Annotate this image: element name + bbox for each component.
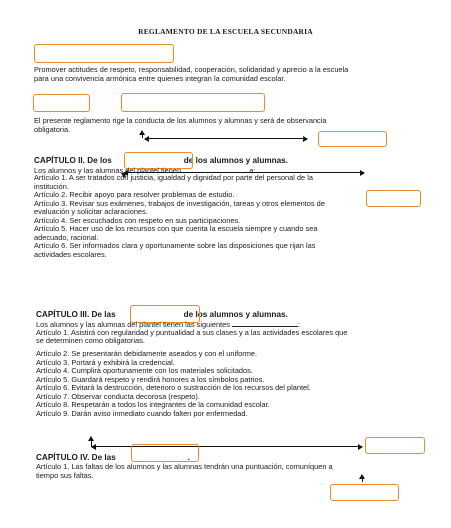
chapter4-article: tiempo sus faltas. (36, 470, 94, 480)
chapter3-article: Artículo 8. Respetarán a todos los integrantes de la comunidad escolar. (36, 400, 270, 409)
chapter2-article: Artículo 4. Ser escuchados con respeto en sus participaciones. (34, 215, 241, 225)
chapter3-article: Artículo 6. Evitará la destrucción, deterioro o sustracción de los recursos del plantel. (36, 383, 311, 392)
chapter2-heading-prefix: CAPÍTULO II. De los (34, 156, 112, 165)
chapter3-heading-prefix: CAPÍTULO III. De las (36, 310, 116, 319)
double-arrow-icon (124, 172, 364, 173)
chapter2-article: Artículo 1. A ser tratados con justicia, igualdad y dignidad por parte del personal de la (34, 173, 313, 182)
chapter2-article: Artículo 5. Hacer uso de los recursos con que cuenta la escuela siempre y cuando sea (34, 224, 318, 233)
answer-box-chapter2-right[interactable] (366, 190, 421, 207)
answer-box-chapter4[interactable] (131, 444, 199, 462)
chapter2-article: Artículo 6. Ser informados clara y oportunamente sobre las disposiciones que rijan las (34, 241, 316, 250)
chapter3-article: Artículo 5. Guardará respeto y rendirá honores a los símbolos patrios. (36, 374, 265, 384)
chapter4-article: Artículo 1. Las faltas de los alumnos y las alumnas tendrán una puntuación, comuníquen a (36, 462, 333, 471)
answer-box-scope[interactable] (318, 131, 387, 147)
chapter2-article: actividades escolares. (34, 249, 107, 259)
chapter4-heading-prefix: CAPÍTULO IV. De las (36, 453, 116, 462)
answer-box-chapter-left[interactable] (33, 94, 90, 112)
chapter3-article: se determinen como obligatorias. (36, 336, 145, 345)
chapter3-blank (232, 320, 301, 329)
answer-box-chapter-title[interactable] (121, 93, 265, 112)
chapter2-lead-suffix: a: (249, 165, 256, 175)
up-arrow-icon (359, 474, 365, 479)
chapter2-article: adecuado, racional. (34, 232, 99, 242)
answer-box-chapter4-right[interactable] (330, 484, 399, 501)
chapter3-article: Artículo 2. Se presentarán debidamente aseados y con el uniforme. (36, 349, 258, 358)
chapter3-article: Artículo 7. Observar conducta decorosa (respeto). (36, 391, 200, 401)
chapter3-lead-suffix: : (297, 320, 301, 329)
intro-line-1: Promover actitudes de respeto, responsabilidad, cooperación, solidaridad y aprecio a la escuela (34, 65, 349, 74)
chapter3-lead-prefix: Los alumnos y las alumnas del plantel tienen las siguientes (36, 320, 230, 329)
chapter3-article: Artículo 9. Darán aviso inmediato cuando falten por enfermedad. (36, 408, 248, 418)
chapter3-heading-suffix: de los alumnos y alumnas. (183, 310, 288, 319)
chapter4-heading-suffix: . (187, 453, 191, 462)
chapter3-article: Artículo 1. Asistirá con regularidad y puntualidad a sus clases y a las actividades escolares que (36, 327, 348, 337)
intro-line-2: para una convivencia armónica entre quienes integran la comunidad escolar. (34, 73, 286, 83)
answer-box-chapter3-right[interactable] (365, 437, 425, 454)
chapter2-article: Artículo 2. Recibir apoyo para resolver problemas de estudio. (34, 190, 235, 199)
scope-line-1: El presente reglamento rige la conducta de los alumnos y alumnas y será de observancia (34, 116, 327, 125)
up-arrow-icon (139, 130, 145, 135)
chapter3-article: Artículo 4. Cumplirá oportunamente con los materiales solicitados. (36, 366, 253, 375)
chapter2-article: evaluación y solicitar aclaraciones. (34, 207, 148, 216)
chapter2-heading-suffix: de los alumnos y alumnas. (183, 156, 288, 165)
chapter3-article: Artículo 3. Portará y exhibirá la credencial. (36, 357, 175, 367)
up-arrow-icon (88, 436, 94, 441)
double-arrow-icon (145, 138, 307, 139)
chapter2-lead-prefix: Los alumnos y las alumnas del plantel tienen (34, 165, 182, 175)
chapter2-article: Artículo 3. Revisar sus exámenes, trabajos de investigación, tareas y otros elementos de (34, 198, 325, 208)
answer-box-purpose[interactable] (34, 44, 174, 63)
document-title: REGLAMENTO DE LA ESCUELA SECUNDARIA (138, 27, 313, 36)
chapter2-article: institución. (34, 181, 69, 191)
scope-line-2: obligatoria. (34, 124, 71, 134)
